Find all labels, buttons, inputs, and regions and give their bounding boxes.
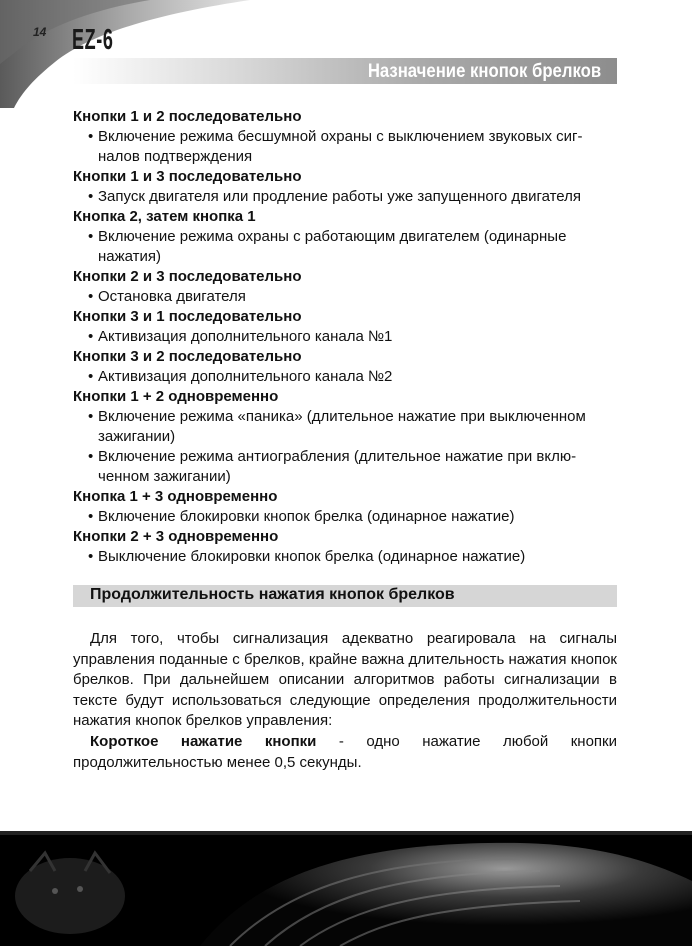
list-item: • Включение режима антиограбления (длительное нажатие при вклю-ченном зажигании) bbox=[73, 447, 617, 487]
footer-decorative-image bbox=[0, 831, 692, 946]
group-heading: Кнопки 3 и 2 последовательно bbox=[73, 348, 302, 365]
button-group bbox=[73, 267, 617, 307]
group-heading: Кнопки 1 + 2 одновременно bbox=[73, 388, 279, 405]
list-item: • Включение блокировки кнопок брелка (одинарное нажатие) bbox=[73, 507, 617, 527]
definition-paragraph bbox=[73, 732, 617, 773]
list-item: • Включение режима «паника» (длительное нажатие при выключенном зажигании) bbox=[73, 407, 617, 447]
page-title: Назначение кнопок брелков bbox=[367, 61, 601, 82]
button-group bbox=[73, 207, 617, 267]
button-group bbox=[73, 347, 617, 387]
group-heading: Кнопки 2 и 3 последовательно bbox=[73, 268, 302, 285]
group-heading: Кнопки 1 и 3 последовательно bbox=[73, 168, 302, 185]
group-heading: Кнопки 1 и 2 последовательно bbox=[73, 108, 302, 125]
button-assignments-list bbox=[73, 107, 617, 567]
group-heading: Кнопки 3 и 1 последовательно bbox=[73, 308, 302, 325]
definition-text: - одно нажатие любой кнопки продолжительностью менее 0,5 секунды. bbox=[73, 733, 617, 771]
list-item: • Активизация дополнительного канала №1 bbox=[73, 327, 617, 347]
button-group bbox=[73, 307, 617, 347]
model-logo: EZ-6 bbox=[72, 24, 114, 56]
list-item: • Запуск двигателя или продление работы уже запущенного двигателя bbox=[73, 187, 617, 207]
body-paragraph: Для того, чтобы сигнализация адекватно реагировала на сигналы управления поданные с брелков, крайне важна длительность нажатия кнопок брелков. При дальнейшем описании алгоритмов работы сигнализации в тексте будут использоваться следующие определения продолжительности нажатия кнопок брелков управления: bbox=[73, 630, 617, 729]
group-heading: Кнопка 2, затем кнопка 1 bbox=[73, 208, 256, 225]
definition-term: Короткое нажатие кнопки bbox=[90, 733, 317, 750]
list-item: • Остановка двигателя bbox=[73, 287, 617, 307]
list-item: • Выключение блокировки кнопок брелка (одинарное нажатие) bbox=[73, 547, 617, 567]
list-item: • Включение режима охраны с работающим двигателем (одинарные нажатия) bbox=[73, 227, 617, 267]
button-group bbox=[73, 167, 617, 207]
button-group bbox=[73, 487, 617, 527]
page-number: 14 bbox=[33, 25, 47, 39]
list-item: • Включение режима бесшумной охраны с выключением звуковых сиг-налов подтверждения bbox=[73, 127, 617, 167]
title-bar bbox=[73, 58, 617, 84]
section-heading-bar bbox=[73, 585, 617, 607]
corner-swoosh-decoration bbox=[0, 0, 300, 110]
button-group bbox=[73, 387, 617, 487]
button-group bbox=[73, 527, 617, 567]
button-group bbox=[73, 107, 617, 167]
list-item: • Активизация дополнительного канала №2 bbox=[73, 367, 617, 387]
group-heading: Кнопка 1 + 3 одновременно bbox=[73, 488, 278, 505]
section-heading: Продолжительность нажатия кнопок брелков bbox=[90, 586, 455, 603]
group-heading: Кнопки 2 + 3 одновременно bbox=[73, 528, 279, 545]
